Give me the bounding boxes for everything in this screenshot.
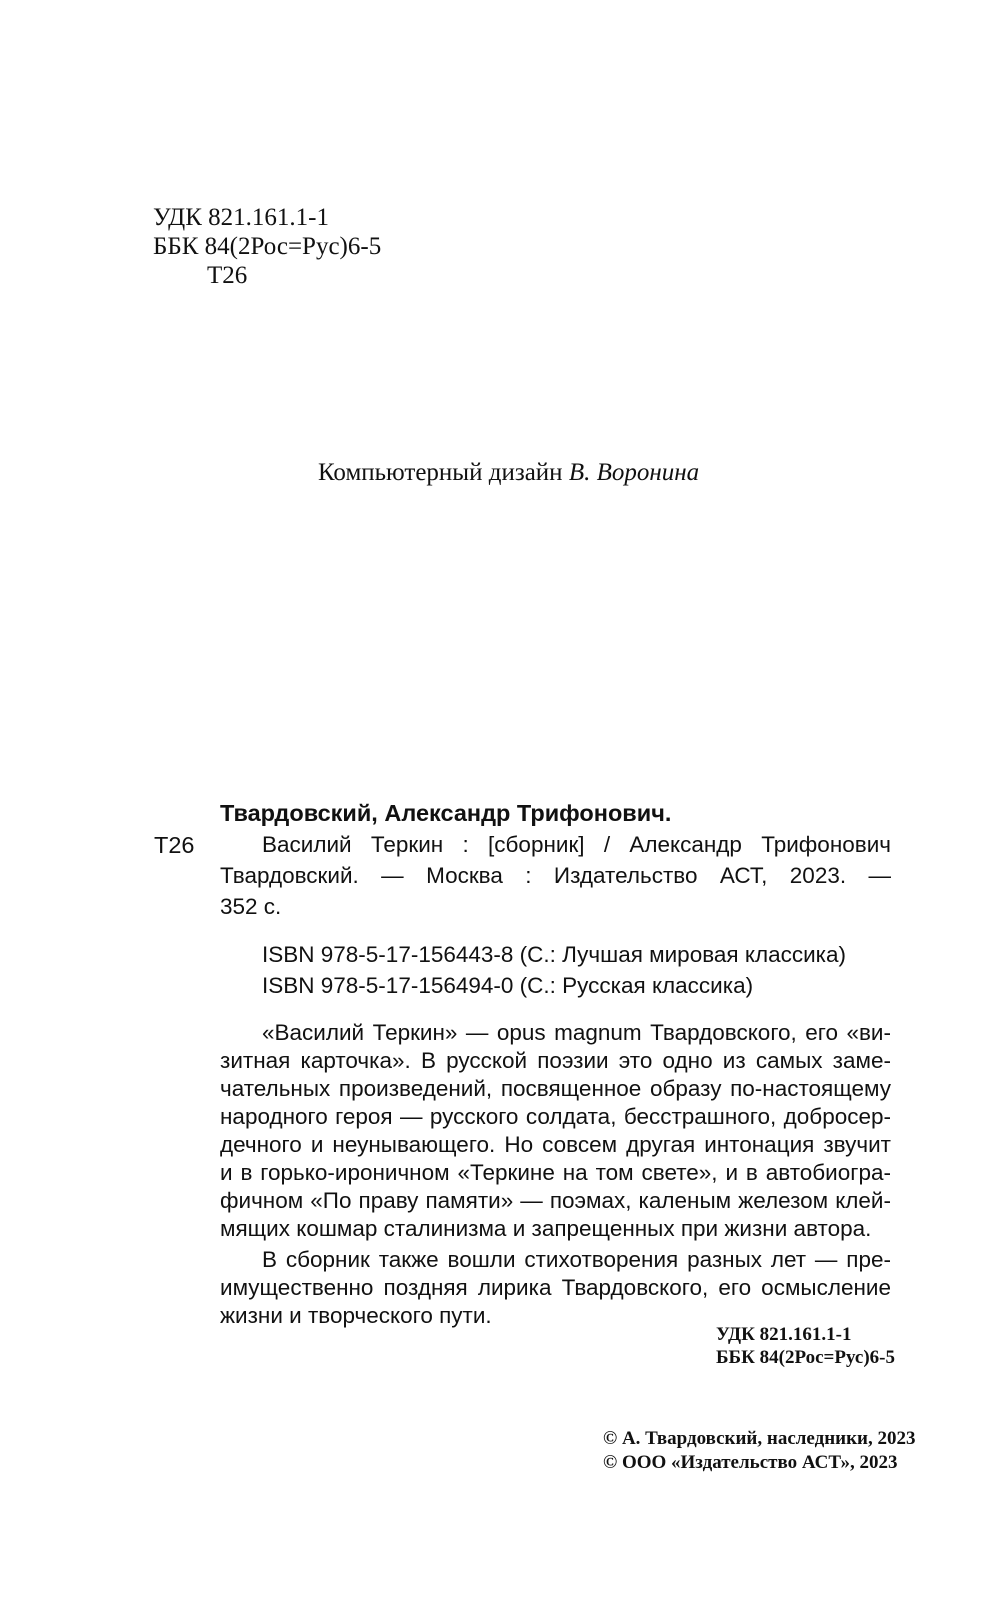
annotation-line: имущественно поздняя лирика Твардовского, его осмысление [220, 1275, 891, 1300]
annotation-line: фичном «По праву памяти» — поэмах, каленым железом клей- [220, 1188, 891, 1213]
isbn-line: ISBN 978-5-17-156443-8 (С.: Лучшая мировая классика) [262, 942, 847, 967]
annotation-line: мящих кошмар сталинизма и запрещенных при жизни автора. [220, 1216, 872, 1241]
annotation-line: В сборник также вошли стихотворения разных лет — пре- [262, 1247, 891, 1272]
udk-code: УДК 821.161.1-1 [153, 204, 329, 231]
copyright-line: © А. Твардовский, наследники, 2023 [603, 1428, 916, 1449]
annotation-line: зитная карточка». В русской поэзии это одно из самых заме- [220, 1048, 891, 1073]
designer-name: В. Воронина [568, 459, 700, 486]
catalog-description-line: Твардовский. — Москва : Издательство АСТ, 2023. — [220, 863, 891, 888]
annotation-line: жизни и творческого пути. [220, 1303, 492, 1328]
author-sign-code: Т26 [207, 262, 248, 289]
catalog-description-line: 352 с. [220, 894, 282, 919]
bbk-code: ББК 84(2Рос=Рус)6-5 [153, 233, 382, 260]
catalog-author-heading: Твардовский, Александр Трифонович. [220, 800, 672, 826]
annotation-line: народного героя — русского солдата, бесстрашного, добросер- [220, 1104, 891, 1129]
annotation-line: и в горько-ироничном «Теркине на том свете», и в автобиогра- [220, 1160, 891, 1185]
isbn-line: ISBN 978-5-17-156494-0 (С.: Русская классика) [262, 973, 754, 998]
catalog-udk-footer: УДК 821.161.1-1 [716, 1324, 852, 1345]
catalog-margin-code: Т26 [154, 832, 195, 858]
catalog-description-line: Василий Теркин : [сборник] / Александр Трифонович [262, 832, 891, 857]
copyright-line: © ООО «Издательство АСТ», 2023 [603, 1452, 898, 1473]
catalog-bbk-footer: ББК 84(2Рос=Рус)6-5 [716, 1347, 895, 1368]
design-credit [318, 458, 699, 488]
design-credit-prefix: Компьютерный дизайн [318, 459, 569, 486]
annotation-line: чательных произведений, посвященное образу по-настоящему [220, 1076, 891, 1101]
annotation-line: дечного и неунывающего. Но совсем другая интонация звучит [220, 1132, 891, 1157]
annotation-line: «Василий Теркин» — opus magnum Твардовского, его «ви- [262, 1020, 891, 1045]
